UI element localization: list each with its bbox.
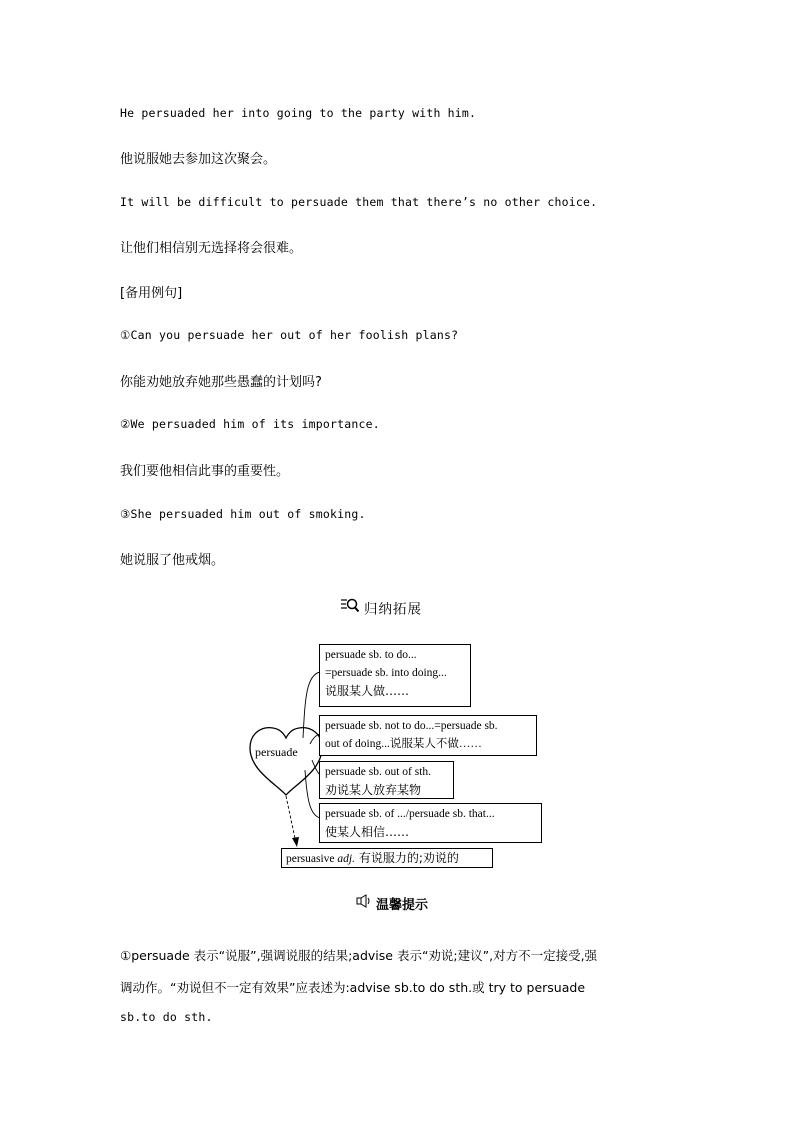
branch-box-2 <box>319 715 537 756</box>
branch-box-2-line-2: out of doing...说服某人不做…… <box>325 738 482 750</box>
backup-examples-label: [备用例句] <box>120 286 183 301</box>
center-word: persuade <box>255 745 298 759</box>
arrow-head <box>292 837 299 847</box>
dashed-arrow-line <box>286 796 296 843</box>
speaker-icon <box>356 894 372 913</box>
adjective-box <box>281 848 493 868</box>
branch-box-1-line-3: 说服某人做…… <box>325 684 410 698</box>
branch-box-3-line-2: 劝说某人放弃某物 <box>325 783 422 797</box>
adjective-word: persuasive <box>286 853 335 865</box>
tip-paragraph-line-3: sb.to do sth. <box>120 1010 213 1024</box>
example-sentence-zh-5: 她说服了他戒烟。 <box>120 553 225 568</box>
tip-paragraph-line-2: 调动作。“劝说但不一定有效果”应表述为:advise sb.to do sth.或 try to persuade <box>120 980 586 995</box>
example-sentence-zh-4: 我们要他相信此事的重要性。 <box>120 464 290 479</box>
example-sentence-en-4: ②We persuaded him of its importance. <box>120 417 380 431</box>
branch-box-3-line-1: persuade sb. out of sth. <box>325 766 432 778</box>
branch-box-1-line-2: =persuade sb. into doing... <box>325 667 447 679</box>
example-sentence-en-5: ③She persuaded him out of smoking. <box>120 507 366 521</box>
tip-heading <box>356 894 428 913</box>
example-sentence-zh-1: 他说服她去参加这次聚会。 <box>120 152 277 167</box>
branch-box-1 <box>319 644 471 707</box>
branch-box-2-line-1: persuade sb. not to do...=persuade sb. <box>325 720 498 732</box>
branch-box-4 <box>319 803 542 843</box>
heart-shape <box>250 728 322 795</box>
branch-box-4-line-2: 使某人相信…… <box>325 825 410 839</box>
branch-connector-4 <box>305 770 320 818</box>
tip-paragraph-line-1: ①persuade 表示“说服”,强调说服的结果;advise 表示“劝说;建议”,对方不一定接受,强 <box>120 948 598 963</box>
adjective-pos: adj. <box>337 853 355 865</box>
summary-heading-text: 归纳拓展 <box>364 601 422 618</box>
example-sentence-zh-2: 让他们相信别无选择将会很难。 <box>120 241 303 256</box>
adjective-meaning: 有说服力的;劝说的 <box>355 851 459 865</box>
example-sentence-en-3: ①Can you persuade her out of her foolish plans? <box>120 328 459 342</box>
branch-box-3 <box>319 761 454 799</box>
tip-heading-text: 温馨提示 <box>376 898 429 913</box>
example-sentence-zh-3: 你能劝她放弃她那些愚蠢的计划吗? <box>120 375 322 390</box>
branch-box-1-line-1: persuade sb. to do... <box>325 649 417 661</box>
branch-box-4-line-1: persuade sb. of .../persuade sb. that... <box>325 808 495 820</box>
example-sentence-en-1: He persuaded her into going to the party with him. <box>120 106 477 120</box>
example-sentence-en-2: It will be difficult to persuade them that there’s no other choice. <box>120 195 598 209</box>
